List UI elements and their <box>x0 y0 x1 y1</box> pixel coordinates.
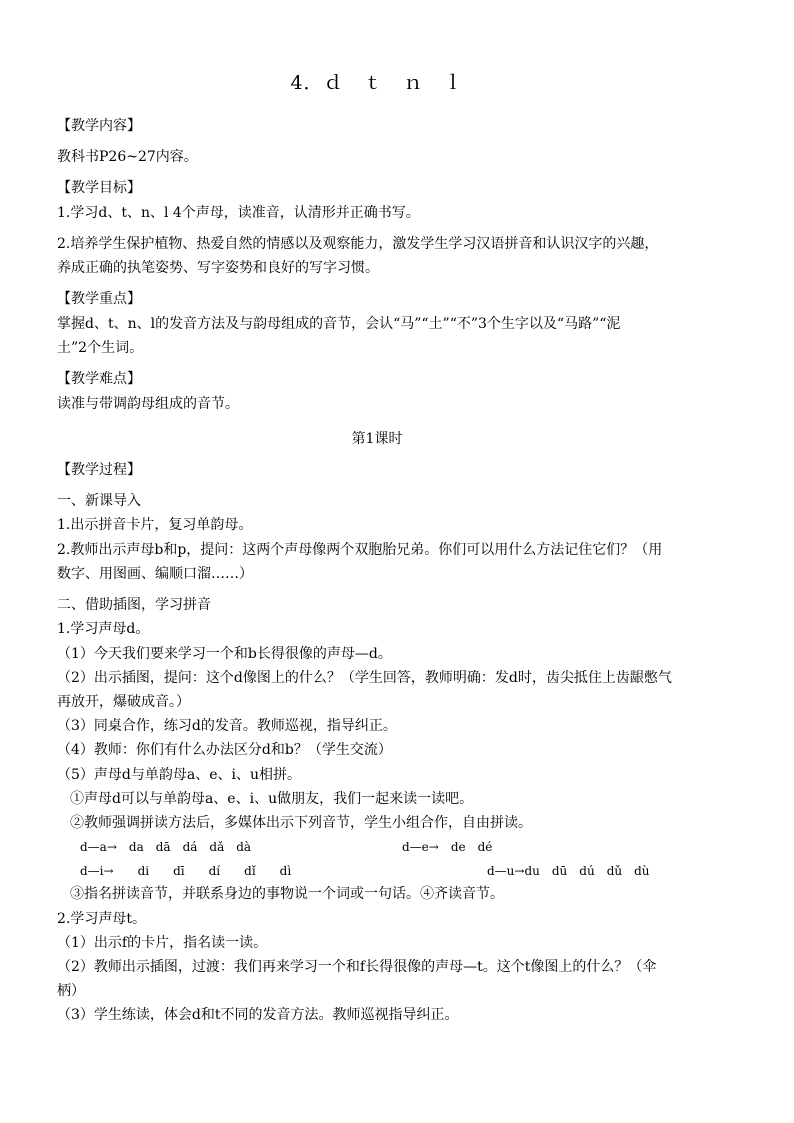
syllable-row-1-left: d—a→ da dā dá dǎ dà <box>80 840 252 854</box>
page-title: 4．ｄ ｔ ｎ ｌ <box>290 72 464 94</box>
process-heading: 【教学过程】 <box>57 462 141 478</box>
step-3: （3）同桌合作，练习d的发音。教师巡视，指导纠正。 <box>57 718 397 734</box>
goal-2-line-2: 养成正确的执笔姿势、写字姿势和良好的写字习惯。 <box>57 260 379 276</box>
goals-heading: 【教学目标】 <box>57 180 141 196</box>
step-2-line-2: 再放开，爆破成音。） <box>57 694 190 710</box>
syllable-row-1-right: d—e→ de dé <box>402 840 493 854</box>
key-line-1: 掌握d、t、n、l的发音方法及与韵母组成的音节，会认“马”“土”“不”3个生字以及“马路”“泥 <box>57 316 621 332</box>
t-step-2-line-1: （2）教师出示插图，过渡：我们再来学习一个和f长得很像的声母—t。这个t像图上的什么？（伞 <box>57 959 657 975</box>
t-step-1: （1）出示f的卡片，指名读一读。 <box>57 935 268 951</box>
section-1-heading: 一、新课导入 <box>57 493 141 509</box>
difficult-heading: 【教学难点】 <box>57 371 141 387</box>
syllable-row-2-left: d—i→ di dī dí dǐ dì <box>80 864 292 878</box>
difficult-text: 读准与带调韵母组成的音节。 <box>57 396 239 412</box>
step-5-sub-1: ①声母d可以与单韵母a、e、i、u做朋友，我们一起来读一读吧。 <box>70 791 474 807</box>
key-heading: 【教学重点】 <box>57 291 141 307</box>
goal-2-line-1: 2.培养学生保护植物、热爱自然的情感以及观察能力，激发学生学习汉语拼音和认识汉字的兴趣， <box>57 236 659 252</box>
t-step-3: （3）学生练读，体会d和t不同的发音方法。教师巡视指导纠正。 <box>57 1007 459 1023</box>
section-1-item-2-line-1: 2.教师出示声母b和p，提问：这两个声母像两个双胞胎兄弟。你们可以用什么方法记住它们？（用 <box>57 542 663 558</box>
section-2-item-1: 1.学习声母d。 <box>57 621 150 637</box>
section-1-item-2-line-2: 数字、用图画、编顺口溜……） <box>57 566 253 582</box>
step-5-sub-2: ②教师强调拼读方法后，多媒体出示下列音节，学生小组合作，自由拼读。 <box>70 815 532 831</box>
step-5-sub-3: ③指名拼读音节，并联系身边的事物说一个词或一句话。④齐读音节。 <box>70 886 504 902</box>
t-step-2-line-2: 柄） <box>57 983 85 999</box>
key-line-2: 土”2个生词。 <box>57 340 144 356</box>
step-4: （4）教师：你们有什么办法区分d和b？（学生交流） <box>57 742 392 758</box>
syllable-row-2-right: d—u→du dū dú dǔ dù <box>487 864 650 878</box>
section-2-item-2: 2.学习声母t。 <box>57 911 146 927</box>
step-5: （5）声母d与单韵母a、e、i、u相拼。 <box>57 767 301 783</box>
section-1-item-1: 1.出示拼音卡片，复习单韵母。 <box>57 517 253 533</box>
content-text: 教科书P26~27内容。 <box>57 149 198 165</box>
step-2-line-1: （2）出示插图，提问：这个d像图上的什么？（学生回答，教师明确：发d时，齿尖抵住上齿龈憋气 <box>57 670 672 686</box>
content-heading: 【教学内容】 <box>57 118 141 134</box>
section-2-heading: 二、借助插图，学习拼音 <box>57 597 211 613</box>
lesson-title: 第1课时 <box>351 431 403 447</box>
step-1: （1）今天我们要来学习一个和b长得很像的声母—d。 <box>57 646 392 662</box>
goal-1: 1.学习d、t、n、l 4个声母，读准音，认清形并正确书写。 <box>57 205 420 221</box>
